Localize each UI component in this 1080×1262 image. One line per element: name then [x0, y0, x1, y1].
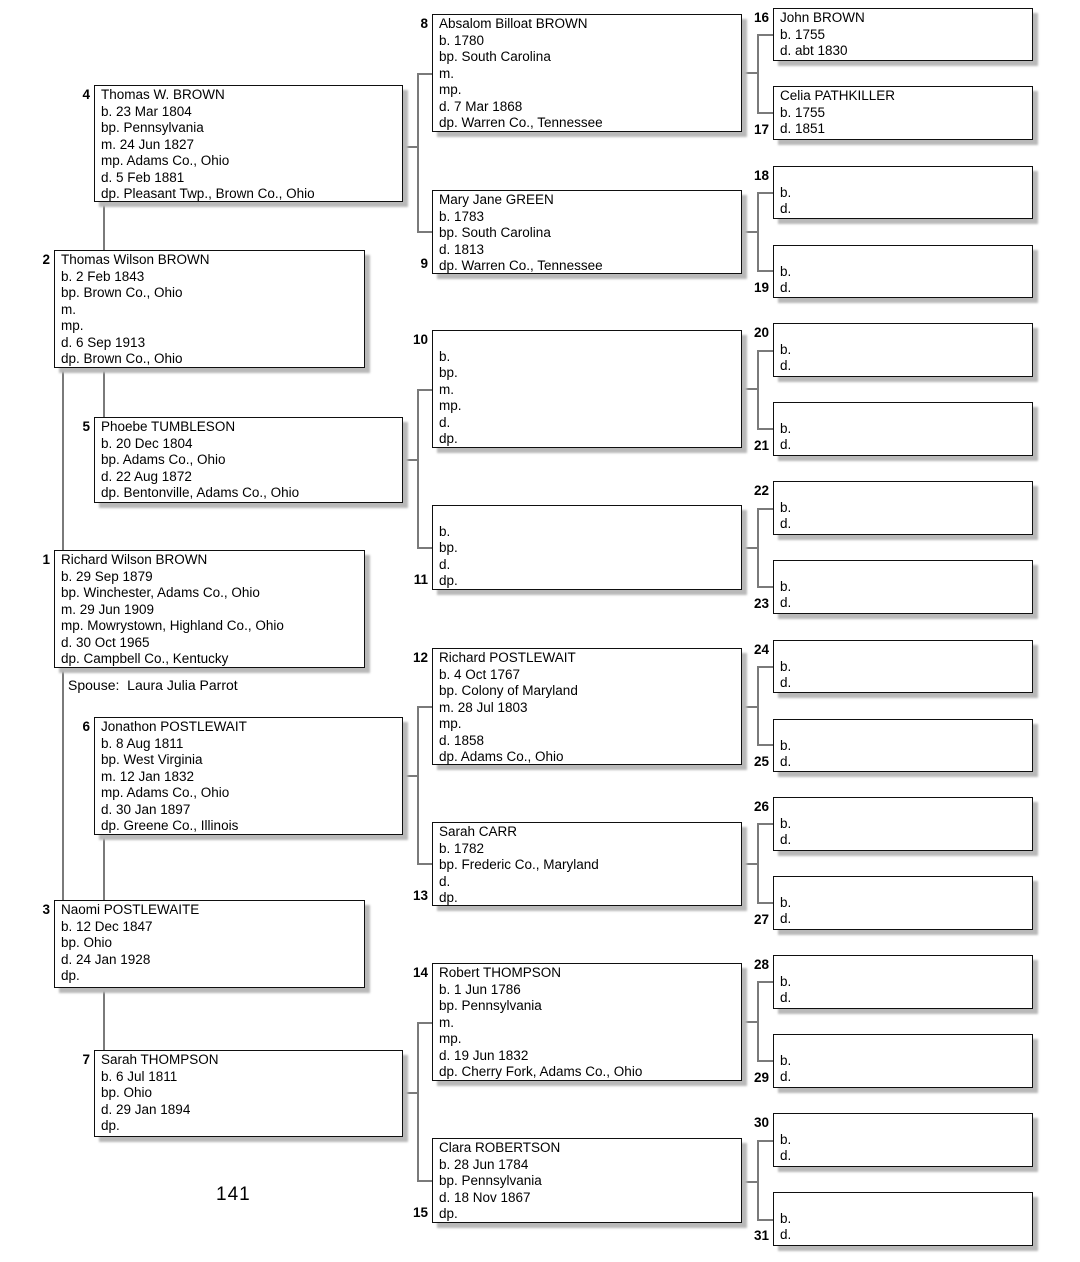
person-name: [780, 957, 1026, 974]
connector-line: [403, 1092, 417, 1094]
person-name: [780, 1036, 1026, 1053]
connector-line: [417, 231, 432, 233]
connector-line: [742, 72, 757, 74]
person-box-12: [412, 648, 742, 765]
person-detail: b. 1 Jun 1786: [439, 981, 521, 997]
person-detail: b. 1782: [439, 840, 485, 856]
person-detail: d.: [780, 358, 792, 373]
person-box-30: [753, 1113, 1033, 1167]
person-number: 22: [753, 483, 769, 498]
person-name: Phoebe TUMBLESON: [101, 419, 236, 434]
person-detail: d.: [780, 1148, 792, 1163]
person-number: 31: [753, 1227, 769, 1243]
person-detail: dp. Warren Co., Tennessee: [439, 115, 603, 130]
person-detail: m. 28 Jul 1803: [439, 699, 528, 715]
person-number: 10: [412, 332, 428, 347]
person-box-18: [753, 166, 1033, 219]
person-box-3: [42, 900, 365, 988]
person-detail: m. 12 Jan 1832: [101, 768, 195, 784]
person-detail: b. 4 Oct 1767: [439, 666, 521, 682]
person-detail: dp. Greene Co., Illinois: [101, 818, 239, 833]
connector-line: [757, 350, 759, 430]
person-number: 11: [413, 571, 428, 587]
person-name: [780, 642, 1026, 659]
person-detail: d.: [780, 437, 792, 452]
person-name: Richard POSTLEWAIT: [439, 650, 576, 665]
person-detail: b.: [780, 1131, 792, 1147]
person-detail: b.: [780, 263, 792, 279]
person-name: Sarah THOMPSON: [101, 1052, 219, 1067]
connector-line: [742, 388, 757, 390]
person-detail: b. 1783: [439, 208, 485, 224]
person-number: 23: [753, 595, 769, 611]
connector-line: [417, 706, 432, 708]
person-number: 16: [753, 10, 769, 25]
connector-line: [742, 1021, 757, 1023]
connector-line: [757, 192, 759, 272]
person-box-31: [753, 1192, 1033, 1246]
person-detail: dp.: [439, 431, 458, 446]
person-detail: d. 5 Feb 1881: [101, 169, 185, 185]
person-box-28: [753, 955, 1033, 1009]
person-detail: d.: [780, 754, 792, 769]
person-number: 25: [753, 753, 769, 769]
connector-line: [742, 1181, 757, 1183]
connector-line: [757, 508, 773, 510]
person-box-26: [753, 797, 1033, 851]
person-detail: b.: [780, 973, 792, 989]
person-detail: bp. Winchester, Adams Co., Ohio: [61, 585, 260, 600]
person-number: 13: [412, 887, 428, 903]
person-number: 28: [753, 957, 769, 972]
person-number: 12: [412, 650, 428, 665]
person-detail: dp. Warren Co., Tennessee: [439, 258, 603, 273]
spouse-line: Spouse: Laura Julia Parrot: [68, 677, 238, 693]
person-detail: d. 1813: [439, 241, 485, 257]
person-box-29: [753, 1034, 1033, 1088]
person-detail: m.: [61, 301, 76, 317]
person-detail: b. 6 Jul 1811: [101, 1068, 178, 1084]
person-detail: d. 24 Jan 1928: [61, 951, 151, 967]
person-name: Robert THOMPSON: [439, 965, 562, 980]
person-number: 20: [753, 325, 769, 340]
person-detail: d. 22 Aug 1872: [101, 468, 192, 484]
person-detail: b.: [780, 894, 792, 910]
person-name: [780, 247, 1026, 264]
connector-line: [742, 231, 757, 233]
connector-line: [417, 73, 419, 233]
connector-line: [757, 823, 759, 904]
connector-line: [757, 350, 773, 352]
person-number: 4: [82, 87, 90, 102]
connector-line: [757, 34, 773, 36]
person-detail: b.: [780, 578, 792, 594]
person-name: Thomas Wilson BROWN: [61, 252, 210, 267]
person-number: 2: [42, 252, 50, 267]
connector-line: [403, 459, 417, 461]
person-number: 24: [753, 642, 769, 657]
person-detail: b.: [780, 1210, 792, 1226]
person-box-4: [82, 85, 403, 202]
connector-line: [757, 823, 773, 825]
connector-line: [757, 666, 773, 668]
connector-line: [757, 1219, 773, 1221]
person-name: [780, 799, 1026, 816]
connector-line: [403, 146, 417, 148]
connector-line: [417, 863, 432, 865]
person-box-20: [753, 323, 1033, 377]
person-detail: b. 28 Jun 1784: [439, 1156, 529, 1172]
person-detail: d. 29 Jan 1894: [101, 1101, 191, 1117]
person-detail: d.: [780, 1069, 792, 1084]
person-detail: d.: [780, 201, 792, 216]
person-box-2: [42, 250, 365, 368]
person-detail: d.: [439, 414, 451, 430]
person-detail: dp.: [61, 968, 80, 983]
person-detail: d. 30 Oct 1965: [61, 634, 150, 650]
connector-line: [417, 1180, 432, 1182]
person-name: Celia PATHKILLER: [780, 88, 896, 103]
person-detail: d. abt 1830: [780, 43, 848, 58]
person-detail: dp.: [439, 573, 458, 588]
person-detail: bp. Ohio: [101, 1085, 153, 1100]
connector-line: [757, 666, 759, 746]
person-detail: d. 18 Nov 1867: [439, 1189, 531, 1205]
connector-line: [757, 744, 773, 746]
person-detail: bp. Adams Co., Ohio: [101, 452, 226, 467]
person-detail: m. 29 Jun 1909: [61, 601, 155, 617]
connector-line: [757, 1060, 773, 1062]
person-box-11: [413, 505, 742, 590]
person-name: [780, 168, 1026, 185]
connector-line: [742, 547, 757, 549]
person-number: 3: [42, 902, 50, 917]
person-detail: b.: [439, 523, 451, 539]
connector-line: [417, 706, 419, 865]
person-box-5: [82, 417, 403, 503]
person-box-17: [753, 86, 1033, 140]
person-number: 7: [82, 1052, 90, 1067]
person-detail: dp. Bentonville, Adams Co., Ohio: [101, 485, 300, 500]
person-box-6: [82, 717, 403, 835]
person-box-14: [412, 963, 742, 1081]
person-name: [780, 1115, 1026, 1132]
connector-line: [417, 547, 432, 549]
person-box-21: [753, 402, 1033, 456]
connector-line: [757, 112, 773, 114]
person-detail: dp.: [439, 890, 458, 905]
person-name: Naomi POSTLEWAITE: [61, 902, 200, 917]
person-detail: bp.: [439, 365, 458, 380]
person-number: 1: [42, 552, 50, 567]
person-detail: bp. Brown Co., Ohio: [61, 285, 183, 300]
person-detail: dp. Campbell Co., Kentucky: [61, 651, 229, 666]
page-number: 141: [216, 1184, 251, 1205]
person-name: John BROWN: [780, 10, 865, 25]
person-number: 19: [753, 279, 769, 295]
person-detail: m. 24 Jun 1827: [101, 136, 195, 152]
person-detail: d. 30 Jan 1897: [101, 801, 191, 817]
person-detail: d.: [780, 675, 792, 690]
connector-line: [742, 706, 757, 708]
person-number: 5: [82, 419, 90, 434]
person-detail: d.: [439, 873, 451, 889]
person-name: [780, 404, 1026, 421]
person-box-15: [412, 1138, 742, 1223]
person-detail: dp.: [439, 1206, 458, 1221]
person-number: 27: [753, 911, 769, 927]
person-detail: mp.: [439, 82, 462, 97]
person-name: [439, 332, 735, 349]
person-number: 21: [753, 437, 769, 453]
connector-line: [757, 508, 759, 588]
connector-line: [417, 389, 432, 391]
person-detail: b.: [780, 737, 792, 753]
person-detail: mp.: [439, 716, 462, 731]
person-detail: bp.: [439, 540, 458, 555]
person-number: 30: [753, 1115, 769, 1130]
person-detail: d. 6 Sep 1913: [61, 334, 146, 350]
person-detail: b.: [439, 348, 451, 364]
connector-line: [403, 775, 417, 777]
person-box-7: [82, 1050, 403, 1137]
person-number: 18: [753, 168, 769, 183]
person-detail: bp. West Virginia: [101, 752, 203, 767]
person-detail: bp. Pennsylvania: [101, 120, 204, 135]
person-detail: bp. Pennsylvania: [439, 1173, 542, 1188]
person-detail: mp.: [439, 398, 462, 413]
person-detail: b. 1755: [780, 104, 826, 120]
connector-line: [757, 1140, 773, 1142]
person-detail: d.: [780, 911, 792, 926]
person-box-8: [420, 14, 742, 132]
person-detail: d. 1851: [780, 121, 826, 136]
connector-line: [757, 981, 759, 1062]
connector-line: [757, 902, 773, 904]
person-detail: mp. Adams Co., Ohio: [101, 153, 230, 168]
person-detail: dp.: [101, 1118, 120, 1133]
person-detail: b.: [780, 341, 792, 357]
person-name: [439, 507, 735, 524]
person-box-16: [753, 8, 1033, 61]
person-detail: b.: [780, 420, 792, 436]
person-name: [780, 1194, 1026, 1211]
person-detail: bp. South Carolina: [439, 225, 551, 240]
connector-line: [417, 73, 432, 75]
person-detail: b.: [780, 658, 792, 674]
connector-line: [757, 270, 773, 272]
connector-line: [417, 1022, 432, 1024]
person-detail: mp.: [439, 1031, 462, 1046]
person-detail: dp. Brown Co., Ohio: [61, 351, 183, 366]
person-detail: bp. Colony of Maryland: [439, 683, 578, 698]
person-number: 15: [412, 1204, 428, 1220]
person-detail: mp. Adams Co., Ohio: [101, 785, 230, 800]
person-detail: m.: [439, 381, 454, 397]
person-detail: b. 12 Dec 1847: [61, 918, 153, 934]
person-detail: mp.: [61, 318, 84, 333]
person-detail: m.: [439, 65, 454, 81]
person-detail: d. 1858: [439, 732, 485, 748]
person-detail: d.: [439, 556, 451, 572]
person-detail: mp. Mowrystown, Highland Co., Ohio: [61, 618, 284, 633]
connector-line: [757, 586, 773, 588]
connector-line: [757, 981, 773, 983]
person-detail: d.: [780, 280, 792, 295]
person-number: 14: [412, 965, 428, 980]
person-name: [780, 721, 1026, 738]
person-name: Sarah CARR: [439, 824, 518, 839]
person-name: Jonathon POSTLEWAIT: [101, 719, 247, 734]
connector-line: [757, 428, 773, 430]
person-detail: dp. Pleasant Twp., Brown Co., Ohio: [101, 186, 315, 201]
person-detail: b.: [780, 1052, 792, 1068]
person-number: 8: [420, 16, 428, 31]
person-detail: d.: [780, 595, 792, 610]
person-detail: dp. Cherry Fork, Adams Co., Ohio: [439, 1064, 643, 1079]
person-detail: d.: [780, 990, 792, 1005]
person-box-27: [753, 876, 1033, 930]
person-number: 6: [82, 719, 90, 734]
person-detail: b. 1755: [780, 26, 826, 42]
person-name: Mary Jane GREEN: [439, 192, 554, 207]
person-box-13: [412, 822, 742, 906]
person-detail: b. 23 Mar 1804: [101, 103, 192, 119]
person-detail: b.: [780, 184, 792, 200]
person-box-19: [753, 245, 1033, 298]
person-name: [780, 325, 1026, 342]
connector-line: [757, 1140, 759, 1221]
connector-line: [417, 1022, 419, 1182]
person-name: [780, 878, 1026, 895]
person-detail: d.: [780, 516, 792, 531]
person-detail: bp. Frederic Co., Maryland: [439, 857, 599, 872]
person-detail: d.: [780, 1227, 792, 1242]
person-detail: d. 7 Mar 1868: [439, 98, 523, 114]
person-detail: b. 8 Aug 1811: [101, 735, 184, 751]
person-detail: b. 2 Feb 1843: [61, 268, 145, 284]
connector-line: [757, 34, 759, 114]
person-number: 17: [753, 121, 769, 137]
person-detail: bp. Ohio: [61, 935, 113, 950]
person-name: Richard Wilson BROWN: [61, 552, 208, 567]
connector-line: [417, 389, 419, 549]
person-number: 29: [753, 1069, 769, 1085]
person-box-24: [753, 640, 1033, 693]
person-detail: b. 20 Dec 1804: [101, 435, 193, 451]
connector-line: [742, 863, 757, 865]
person-number: 26: [753, 799, 769, 814]
person-detail: bp. South Carolina: [439, 49, 551, 64]
person-detail: m.: [439, 1014, 454, 1030]
person-name: Thomas W. BROWN: [101, 87, 225, 102]
person-name: Clara ROBERTSON: [439, 1140, 561, 1155]
person-box-1: [42, 550, 365, 668]
person-box-9: [420, 190, 742, 274]
person-detail: b.: [780, 499, 792, 515]
person-detail: b.: [780, 815, 792, 831]
person-number: 9: [420, 255, 428, 271]
person-box-25: [753, 719, 1033, 772]
person-box-10: [412, 330, 742, 448]
person-name: [780, 483, 1026, 500]
person-detail: b. 1780: [439, 32, 485, 48]
person-box-23: [753, 560, 1033, 614]
person-detail: dp. Adams Co., Ohio: [439, 749, 564, 764]
person-detail: bp. Pennsylvania: [439, 998, 542, 1013]
person-detail: d.: [780, 832, 792, 847]
person-box-22: [753, 481, 1033, 535]
person-name: [780, 562, 1026, 579]
person-name: Absalom Billoat BROWN: [439, 16, 588, 31]
person-detail: d. 19 Jun 1832: [439, 1047, 529, 1063]
person-detail: b. 29 Sep 1879: [61, 568, 153, 584]
connector-line: [757, 192, 773, 194]
